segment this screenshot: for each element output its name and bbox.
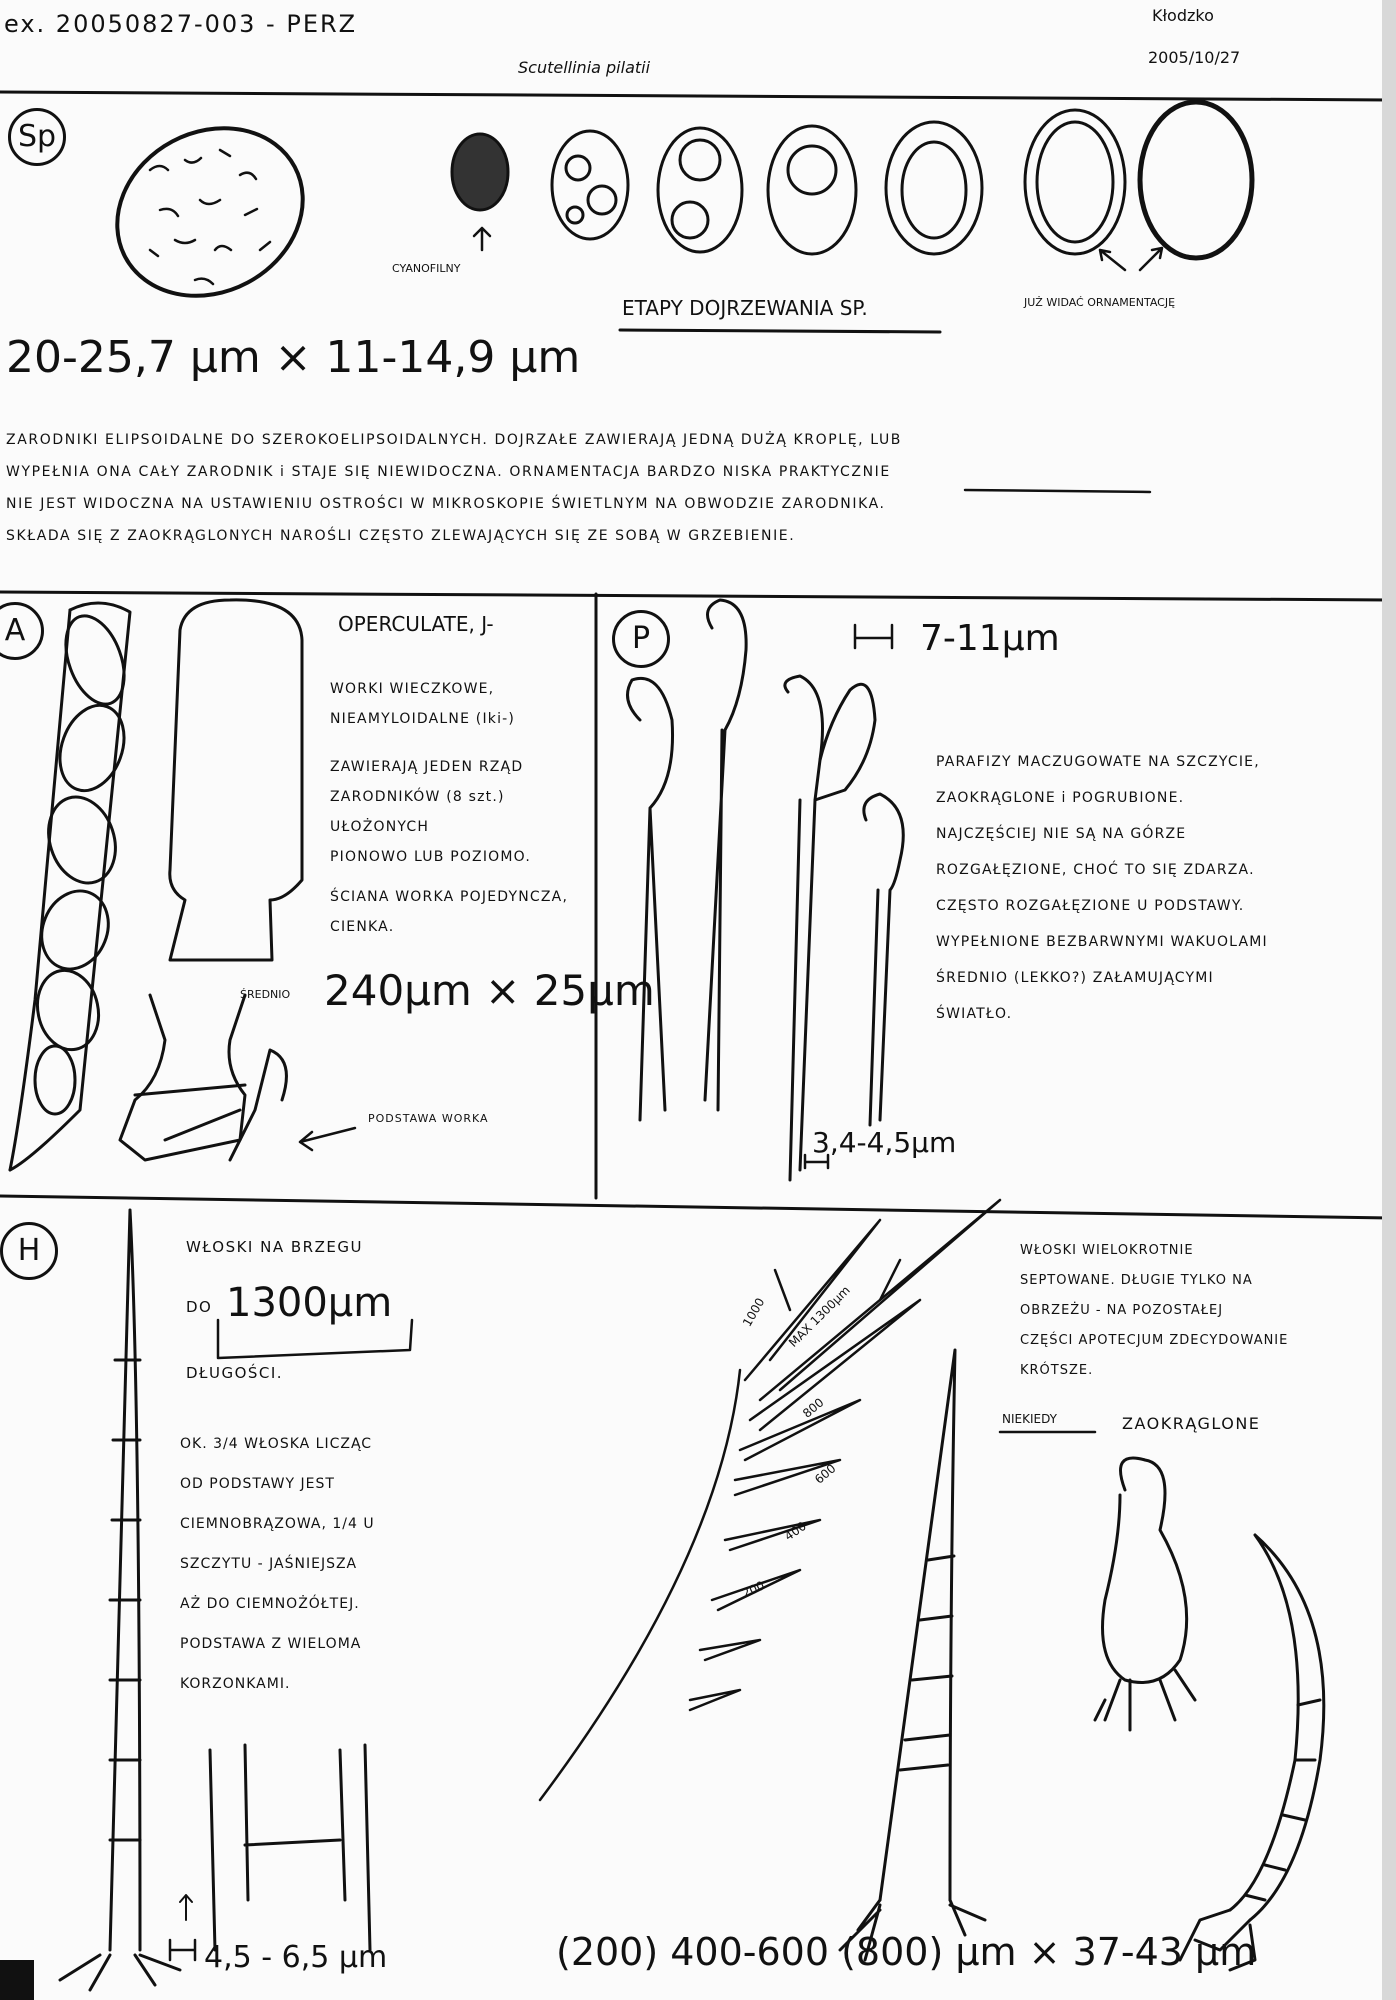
paraphysis-tip-size: 7-11μm bbox=[920, 618, 1060, 659]
rounded-label: ZAOKRĄGLONE bbox=[1122, 1414, 1261, 1433]
scan-edge bbox=[1382, 0, 1396, 2000]
hairs-max-length: 1300μm bbox=[226, 1280, 393, 1326]
spore-size: 20-25,7 μm × 11-14,9 μm bbox=[6, 332, 581, 383]
hair-septate-line: KRÓTSZE. bbox=[1020, 1363, 1094, 1378]
ascus-note-line: NIEAMYLOIDALNE (Iki-) bbox=[330, 711, 516, 727]
paraphyses-note-line: WYPEŁNIONE BEZBARWNYMI WAKUOLAMI bbox=[936, 934, 1268, 950]
curved-hair-drawing bbox=[1180, 1535, 1324, 1970]
hair-color-notes bbox=[180, 1424, 480, 1704]
hair-color-line: KORZONKAMI. bbox=[180, 1676, 291, 1692]
scale-label: MAX 1300μm bbox=[786, 1283, 853, 1350]
hair-color-line: CIEMNOBRĄZOWA, 1/4 U bbox=[180, 1516, 375, 1532]
hairs-margin-line: WŁOSKI NA BRZEGU bbox=[186, 1238, 363, 1256]
apothecium-sketch bbox=[540, 1200, 1000, 1800]
hair-septate-line: CZĘŚCI APOTECJUM ZDECYDOWANIE bbox=[1020, 1333, 1289, 1348]
ascus-note-line: PIONOWO LUB POZIOMO. bbox=[330, 849, 531, 865]
paraphysis-stem-size: 3,4-4,5μm bbox=[812, 1126, 957, 1159]
scan-corner-mark bbox=[0, 1960, 34, 2000]
ascus-note-line: ZAWIERAJĄ JEDEN RZĄD bbox=[330, 759, 524, 775]
spore-description-line: ZARODNIKI ELIPSOIDALNE DO SZEROKOELIPSOIDALNYCH. DOJRZAŁE ZAWIERAJĄ JEDNĄ DUŻĄ KROPLĘ, LUB bbox=[6, 432, 902, 448]
hair-color-line: PODSTAWA Z WIELOMA bbox=[180, 1636, 362, 1652]
scale-label: 200 bbox=[740, 1578, 767, 1601]
ascus-drawing bbox=[10, 600, 355, 1170]
paraphyses-note-line: NAJCZĘŚCIEJ NIE SĄ NA GÓRZE bbox=[936, 826, 1187, 842]
hair-width: 4,5 - 6,5 μm bbox=[204, 1940, 388, 1975]
ascus-note-line: ŚCIANA WORKA POJEDYNCZA, bbox=[330, 889, 569, 905]
header-divider bbox=[0, 92, 1390, 100]
paraphyses-note-line: ROZGAŁĘZIONE, CHOĆ TO SIĘ ZDARZA. bbox=[936, 862, 1255, 878]
spore-description-line: NIE JEST WIDOCZNA NA USTAWIENIU OSTROŚCI W MIKROSKOPIE ŚWIETLNYM NA OBWODZIE ZARODNIKA. bbox=[6, 496, 886, 512]
spores-divider bbox=[0, 592, 1390, 600]
hair-color-line: OD PODSTAWY JEST bbox=[180, 1476, 335, 1492]
hair-septate-notes bbox=[1020, 1236, 1380, 1386]
hair-size: (200) 400-600 (800) μm × 37-43 μm bbox=[556, 1930, 1257, 1974]
paraphyses-drawing bbox=[628, 600, 904, 1180]
paraphyses-note-line: ŚWIATŁO. bbox=[936, 1006, 1013, 1022]
hair-septate-line: OBRZEŻU - NA POZOSTAŁEJ bbox=[1020, 1303, 1224, 1318]
paraphyses-note-line: ŚREDNIO (LEKKO?) ZAŁAMUJĄCYMI bbox=[936, 970, 1214, 986]
paraphyses-note-line: CZĘSTO ROZGAŁĘZIONE U PODSTAWY. bbox=[936, 898, 1245, 914]
paraphyses-note-line: ZAOKRĄGLONE i POGRUBIONE. bbox=[936, 790, 1185, 806]
spore-description bbox=[6, 424, 1386, 552]
spore-description-line: SKŁADA SIĘ Z ZAOKRĄGLONYCH NAROŚLI CZĘSTO ZLEWAJĄCYCH SIĘ ZE SOBĄ W GRZEBIENIE. bbox=[6, 528, 796, 544]
ascus-size-prefix: ŚREDNIO bbox=[240, 988, 291, 1001]
ascus-notes bbox=[330, 674, 600, 942]
hair-color-line: AŻ DO CIEMNOŻÓŁTEJ. bbox=[180, 1596, 360, 1612]
hair-septate-line: WŁOSKI WIELOKROTNIE bbox=[1020, 1243, 1194, 1258]
cyanophil-label: CYANOFILNY bbox=[392, 262, 461, 275]
scale-label: 1000 bbox=[740, 1295, 768, 1329]
ornament-visible-label: JUŻ WIDAĆ ORNAMENTACJĘ bbox=[1024, 296, 1176, 309]
septate-hair-drawing bbox=[840, 1350, 985, 1960]
section-label-paraphyses: P bbox=[612, 610, 670, 668]
paraphyses-note-line: PARAFIZY MACZUGOWATE NA SZCZYCIE, bbox=[936, 754, 1260, 770]
rounded-hair-drawing bbox=[1095, 1458, 1195, 1730]
ascus-note-line: WORKI WIECZKOWE, bbox=[330, 681, 495, 697]
species-name: Scutellinia pilatii bbox=[518, 58, 651, 77]
paraphyses-notes bbox=[936, 744, 1376, 1032]
ascus-note-line: CIENKA. bbox=[330, 919, 395, 935]
scale-label: 600 bbox=[812, 1461, 839, 1487]
hairs-margin-line: DŁUGOŚCI. bbox=[186, 1364, 284, 1382]
section-label-asci: A bbox=[0, 602, 44, 660]
hair-color-line: OK. 3/4 WŁOSKA LICZĄC bbox=[180, 1436, 373, 1452]
hair-septate-line: SEPTOWANE. DŁUGIE TYLKO NA bbox=[1020, 1273, 1253, 1288]
spore-description-line: WYPEŁNIA ONA CAŁY ZARODNIK i STAJE SIĘ NIEWIDOCZNA. ORNAMENTACJA BARDZO NISKA PRAKTYCZNIE bbox=[6, 464, 891, 480]
location: Kłodzko bbox=[1152, 6, 1214, 25]
date: 2005/10/27 bbox=[1148, 48, 1241, 67]
sometimes-label: NIEKIEDY bbox=[1002, 1412, 1058, 1426]
ascus-base-label: PODSTAWA WORKA bbox=[368, 1112, 489, 1125]
middle-divider bbox=[0, 1196, 1390, 1218]
ascus-type: OPERCULATE, J- bbox=[338, 612, 494, 636]
ascus-size: 240μm × 25μm bbox=[324, 966, 655, 1015]
section-label-spores: Sp bbox=[8, 108, 66, 166]
maturation-stages-label: ETAPY DOJRZEWANIA SP. bbox=[622, 296, 868, 320]
hairs-margin-line: DO bbox=[186, 1298, 213, 1316]
scale-label: 400 bbox=[782, 1518, 809, 1544]
hair-color-line: SZCZYTU - JAŚNIEJSZA bbox=[180, 1556, 358, 1572]
section-label-hairs: H bbox=[0, 1222, 58, 1280]
specimen-code: ex. 20050827-003 - PERZ bbox=[4, 10, 358, 38]
large-spore-drawing bbox=[88, 96, 333, 327]
scale-label: 800 bbox=[800, 1395, 827, 1421]
ascus-note-line: ZARODNIKÓW (8 szt.) UŁOŻONYCH bbox=[330, 789, 505, 835]
